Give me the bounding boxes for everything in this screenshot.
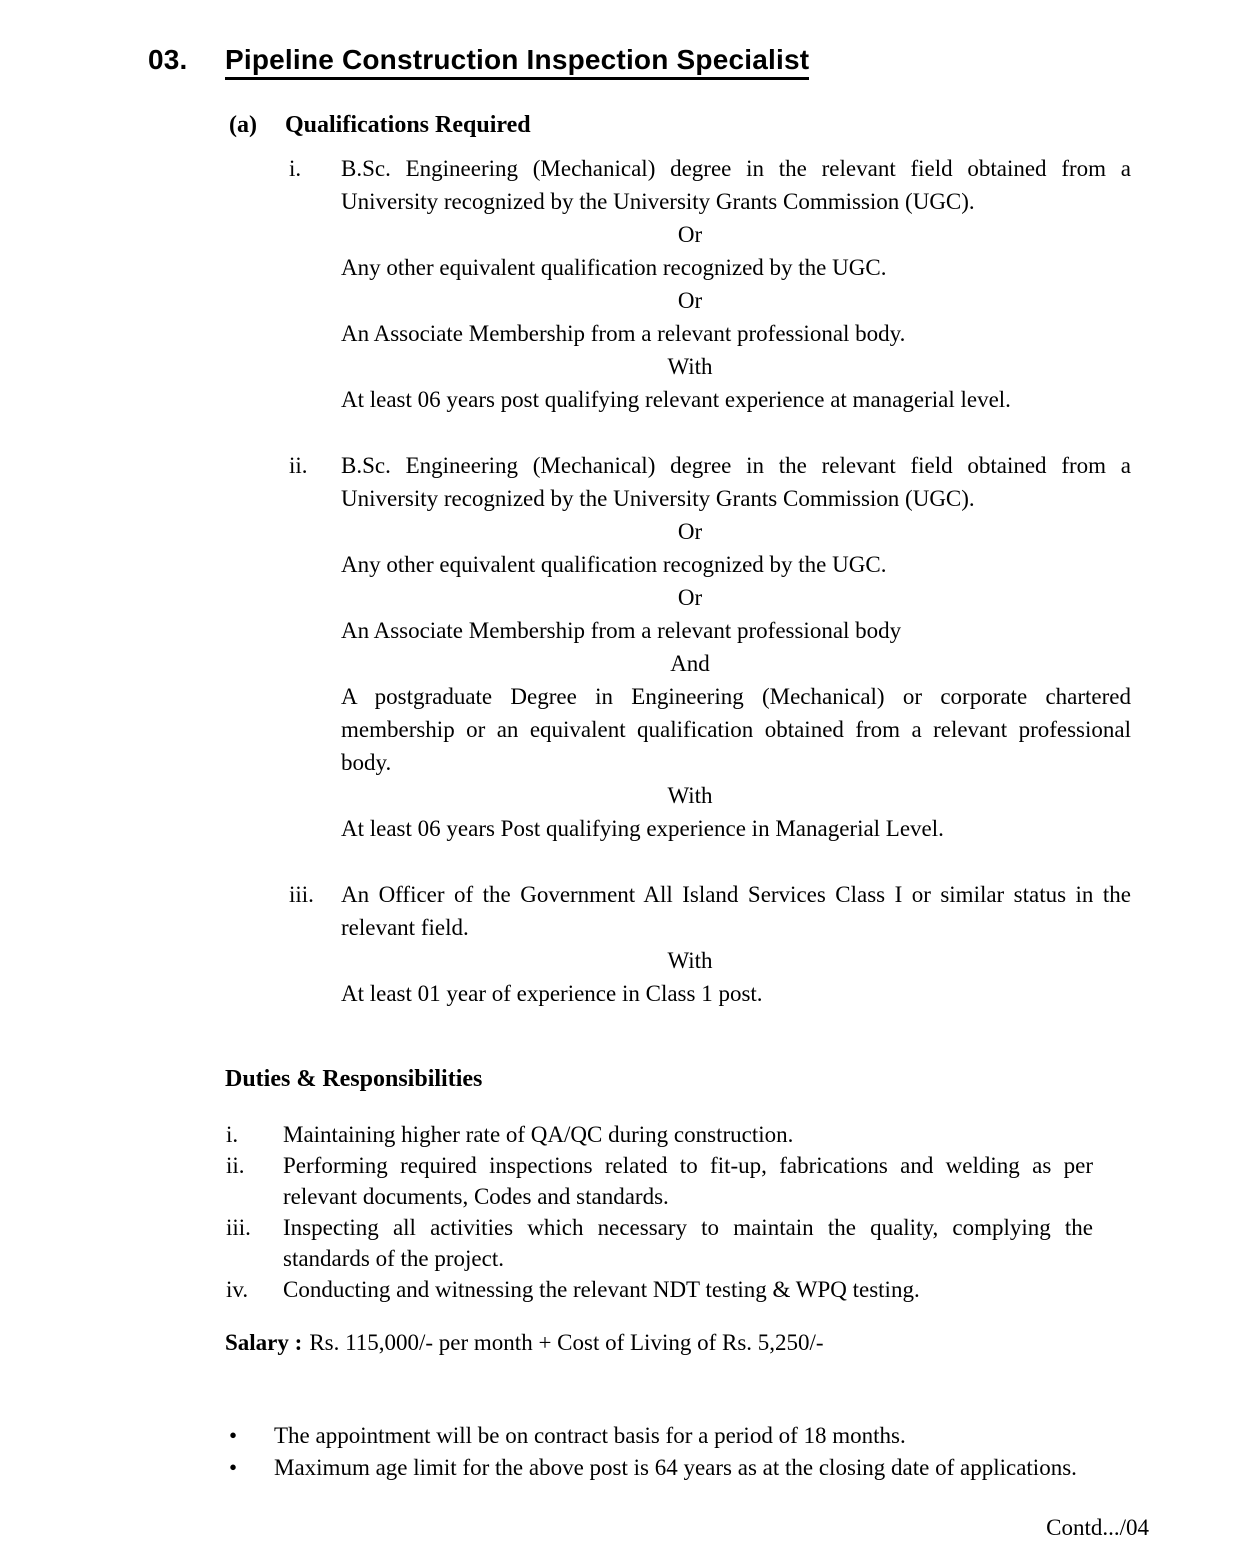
qualification-item [289, 878, 1241, 1010]
qualifications-heading-row [229, 112, 1241, 138]
bullet-icon: • [229, 1422, 238, 1448]
duties-heading: Duties & Responsibilities [225, 1066, 483, 1093]
item-marker: i. [289, 156, 302, 182]
item-marker: ii. [289, 453, 308, 479]
qualification-paragraph: An Associate Membership from a relevant professional body. [341, 321, 906, 347]
duty-item [226, 1119, 1241, 1150]
item-marker: iii. [289, 882, 314, 908]
item-marker: i. [226, 1121, 239, 1147]
salary-label: Salary : [225, 1329, 303, 1355]
duty-text: Conducting and witnessing the relevant NDT testing & WPQ testing. [283, 1276, 920, 1302]
qualification-item [289, 152, 1241, 416]
duty-item [226, 1274, 1241, 1305]
connector-line: Or [677, 519, 703, 545]
connector-line: With [667, 948, 713, 974]
item-body [341, 152, 1131, 416]
connector-line: Or [677, 585, 703, 611]
note-text: The appointment will be on contract basis for a period of 18 months. [274, 1422, 906, 1448]
duties-list [0, 1119, 1241, 1305]
connector-line: Or [677, 222, 703, 248]
qualification-paragraph: Any other equivalent qualification recognized by the UGC. [341, 552, 887, 578]
qualifications-section-marker: (a) [229, 112, 257, 138]
duty-item [226, 1150, 1241, 1212]
job-title-row [148, 46, 1241, 80]
item-marker: iii. [226, 1214, 251, 1240]
page-title: Pipeline Construction Inspection Specialist [225, 46, 809, 80]
qualification-paragraph: B.Sc. Engineering (Mechanical) degree in the relevant field obtained from a University recognized by the University Grants Commission (UGC). [341, 156, 1131, 215]
duty-text: Maintaining higher rate of QA/QC during construction. [283, 1121, 794, 1147]
qualification-paragraph: At least 01 year of experience in Class 1 post. [341, 981, 763, 1007]
duty-text: Performing required inspections related to fit-up, fabrications and welding as per relevant documents, Codes and standards. [283, 1152, 1093, 1209]
qualification-paragraph: At least 06 years Post qualifying experience in Managerial Level. [341, 816, 944, 842]
qualifications-heading: Qualifications Required [285, 112, 531, 138]
note-text: Maximum age limit for the above post is 64 years as at the closing date of applications. [274, 1454, 1077, 1480]
duty-item [226, 1212, 1241, 1274]
note-item [229, 1420, 1241, 1452]
qualification-paragraph: At least 06 years post qualifying relevant experience at managerial level. [341, 387, 1011, 413]
salary-line [225, 1327, 1241, 1358]
qualification-paragraph: B.Sc. Engineering (Mechanical) degree in the relevant field obtained from a University recognized by the University Grants Commission (UGC). [341, 453, 1131, 512]
page-continuation-footer: Contd.../04 [1046, 1515, 1149, 1540]
item-body [341, 449, 1131, 845]
bullet-icon: • [229, 1454, 238, 1480]
qualification-item [289, 449, 1241, 845]
notes-list [0, 1420, 1241, 1484]
item-marker: ii. [226, 1152, 245, 1178]
duty-text: Inspecting all activities which necessary to maintain the quality, complying the standards of the project. [283, 1214, 1093, 1271]
qualification-paragraph: An Associate Membership from a relevant professional body [341, 618, 902, 644]
salary-value: Rs. 115,000/- per month + Cost of Living of Rs. 5,250/- [309, 1329, 824, 1355]
qualification-paragraph: A postgraduate Degree in Engineering (Mechanical) or corporate chartered membership or an equivalent qualification obtained from a relevant professional body. [341, 684, 1131, 776]
qualification-paragraph: An Officer of the Government All Island Services Class I or similar status in the relevant field. [341, 882, 1131, 941]
connector-line: With [667, 354, 713, 380]
job-number: 03. [148, 44, 188, 75]
connector-line: Or [677, 288, 703, 314]
connector-line: And [670, 651, 710, 677]
connector-line: With [667, 783, 713, 809]
qualification-list [0, 152, 1241, 1010]
qualification-paragraph: Any other equivalent qualification recognized by the UGC. [341, 255, 887, 281]
item-body [341, 878, 1131, 1010]
note-item [229, 1452, 1241, 1484]
item-marker: iv. [226, 1276, 249, 1302]
